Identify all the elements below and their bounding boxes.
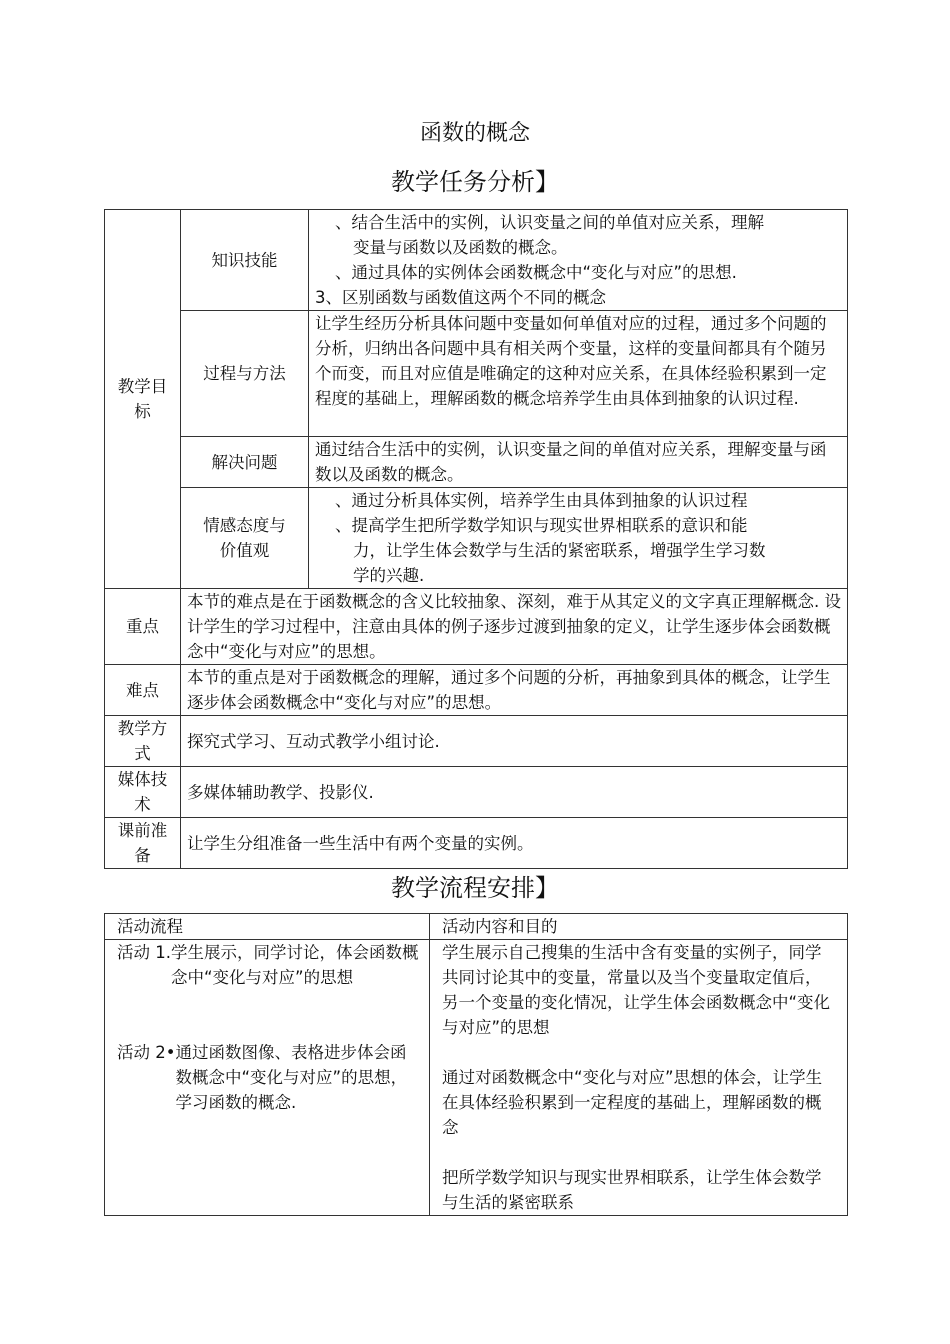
knowledge-line: 、通过具体的实例体会函数概念中“变化与对应”的思想. xyxy=(335,263,737,282)
content-paragraph-3: 把所学数学知识与现实世界相联系，让学生体会数学与生活的紧密联系 xyxy=(442,1168,822,1212)
flow-col-header: 活动流程 xyxy=(105,914,430,940)
section-heading-analysis: 教学任务分析】 xyxy=(391,168,559,196)
attitude-line: 、提高学生把所学数学知识与现实世界相联系的意识和能 xyxy=(335,516,748,535)
page-title: 函数的概念 xyxy=(419,121,530,146)
key-point-content: 本节的难点是在于函数概念的含义比较抽象、深刻，难于从其定义的文字真正理解概念. 设计学生的学习过程中，注意由具体的例子逐步过渡到抽象的定义，让学生逐步体会函数概念中“变化与对应”的思想。 xyxy=(181,589,848,665)
flow-table xyxy=(104,913,848,1216)
knowledge-label: 知识技能 xyxy=(181,210,309,311)
activity-2 xyxy=(117,1040,419,1115)
flow-col-header: 活动内容和目的 xyxy=(430,914,848,940)
media-content: 多媒体辅助教学、投影仪. xyxy=(181,767,848,818)
process-content: 让学生经历分析具体问题中变量如何单值对应的过程，通过多个问题的分析，归纳出各问题中具有相关两个变量，这样的变量间都具有个随另个而变，而且对应值是唯确定的这种对应关系，在具体经验积累到一定程度的基础上，理解函数的概念培养学生由具体到抽象的认识过程. xyxy=(309,311,848,437)
flow-activities xyxy=(105,940,430,1216)
knowledge-line: 3、区别函数与函数值这两个不同的概念 xyxy=(315,288,606,307)
knowledge-line: 变量与函数以及函数的概念。 xyxy=(353,238,568,257)
section-heading-flow: 教学流程安排】 xyxy=(391,874,559,902)
key-point-label: 重点 xyxy=(105,589,181,665)
knowledge-content xyxy=(309,210,848,311)
analysis-table xyxy=(104,209,848,869)
goal-label: 教学目标 xyxy=(117,377,168,421)
method-content: 探究式学习、互动式教学小组讨论. xyxy=(181,716,848,767)
content-paragraph-2: 通过对函数概念中“变化与对应”思想的体会，让学生在具体经验积累到一定程度的基础上，理解函数的概念 xyxy=(442,1068,823,1137)
activity-2-text: 通过函数图像、表格进步体会函数概念中“变化与对应”的思想，学习函数的概念. xyxy=(175,1043,408,1112)
attitude-line: 力，让学生体会数学与生活的紧密联系，增强学生学习数 xyxy=(353,541,766,560)
activity-1-label: 活动 1. xyxy=(117,943,171,962)
attitude-line: 学的兴趣. xyxy=(353,566,425,585)
goal-label-cell xyxy=(105,210,181,589)
prep-content: 让学生分组准备一些生活中有两个变量的实例。 xyxy=(181,818,848,869)
process-label: 过程与方法 xyxy=(181,311,309,437)
content-paragraph-1: 学生展示自己搜集的生活中含有变量的实例子，同学共同讨论其中的变量，常量以及当个变量取定值后，另一个变量的变化情况，让学生体会函数概念中“变化与对应”的思想 xyxy=(442,943,831,1037)
attitude-content xyxy=(309,488,848,589)
activity-2-label: 活动 2• xyxy=(117,1043,176,1062)
activity-1-text: 学生展示，同学讨论，体会函数概念中“变化与对应”的思想 xyxy=(171,943,419,987)
difficulty-label: 难点 xyxy=(105,665,181,716)
flow-contents xyxy=(430,940,848,1216)
problem-content: 通过结合生活中的实例，认识变量之间的单值对应关系，理解变量与函数以及函数的概念。 xyxy=(309,437,848,488)
problem-label: 解决问题 xyxy=(181,437,309,488)
media-label: 媒体技术 xyxy=(105,767,181,818)
attitude-label: 情感态度与价值观 xyxy=(181,488,309,589)
method-label: 教学方式 xyxy=(105,716,181,767)
activity-1 xyxy=(117,940,419,990)
difficulty-content: 本节的重点是对于函数概念的理解，通过多个问题的分析，再抽象到具体的概念，让学生逐步体会函数概念中“变化与对应”的思想。 xyxy=(181,665,848,716)
knowledge-line: 、结合生活中的实例，认识变量之间的单值对应关系，理解 xyxy=(335,213,764,232)
attitude-line: 、通过分析具体实例，培养学生由具体到抽象的认识过程 xyxy=(335,491,748,510)
prep-label: 课前准备 xyxy=(105,818,181,869)
